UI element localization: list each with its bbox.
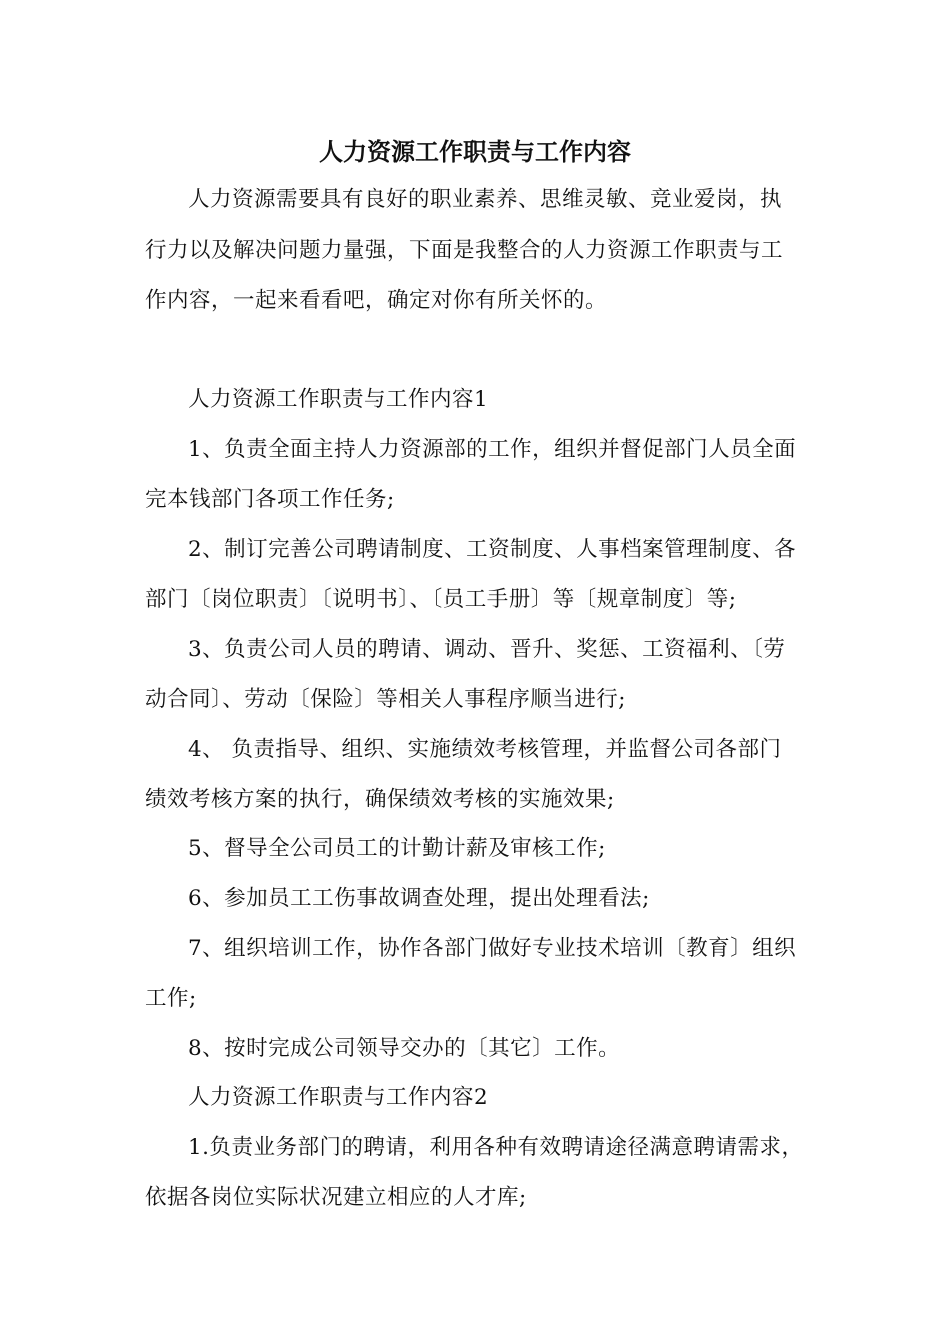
paragraph-line: 绩效考核方案的执行，确保绩效考核的实施效果; [145, 787, 615, 812]
paragraph-line: 动合同〕、劳动〔保险〕等相关人事程序顺当进行; [145, 687, 626, 712]
paragraph-line: 5、督导全公司员工的计勤计薪及审核工作; [188, 836, 606, 861]
paragraph-line: 部门〔岗位职责〕〔说明书〕、〔员工手册〕等〔规章制度〕等; [145, 587, 737, 612]
intro-line-2: 行力以及解决问题力量强，下面是我整合的人力资源工作职责与工 [145, 238, 784, 263]
section-heading-2: 人力资源工作职责与工作内容2 [188, 1085, 489, 1110]
paragraph-line: 依据各岗位实际状况建立相应的人才库; [145, 1185, 527, 1210]
paragraph-line: 1.负责业务部门的聘请，利用各种有效聘请途径满意聘请需求， [188, 1135, 804, 1160]
paragraph-line: 6、参加员工工伤事故调查处理，提出处理看法; [188, 886, 650, 911]
paragraph-line: 工作; [145, 986, 197, 1011]
paragraph-line: 3、负责公司人员的聘请、调动、晋升、奖惩、工资福利、〔劳 [188, 637, 786, 662]
paragraph-line: 2、制订完善公司聘请制度、工资制度、人事档案管理制度、各 [188, 537, 797, 562]
paragraph-line: 完本钱部门各项工作任务; [145, 487, 395, 512]
section-heading-1: 人力资源工作职责与工作内容1 [188, 387, 489, 412]
paragraph-line: 4、 负责指导、组织、实施绩效考核管理，并监督公司各部门 [188, 737, 782, 762]
paragraph-line: 7、组织培训工作，协作各部门做好专业技术培训〔教育〕组织 [188, 936, 797, 961]
paragraph-line: 8、按时完成公司领导交办的〔其它〕工作。 [188, 1036, 621, 1061]
document-title: 人力资源工作职责与工作内容 [319, 137, 631, 166]
intro-line-1: 人力资源需要具有良好的职业素养、思维灵敏、竞业爱岗，执 [188, 187, 783, 212]
paragraph-line: 1、负责全面主持人力资源部的工作，组织并督促部门人员全面 [188, 437, 797, 462]
intro-line-3: 作内容，一起来看看吧，确定对你有所关怀的。 [145, 288, 608, 313]
